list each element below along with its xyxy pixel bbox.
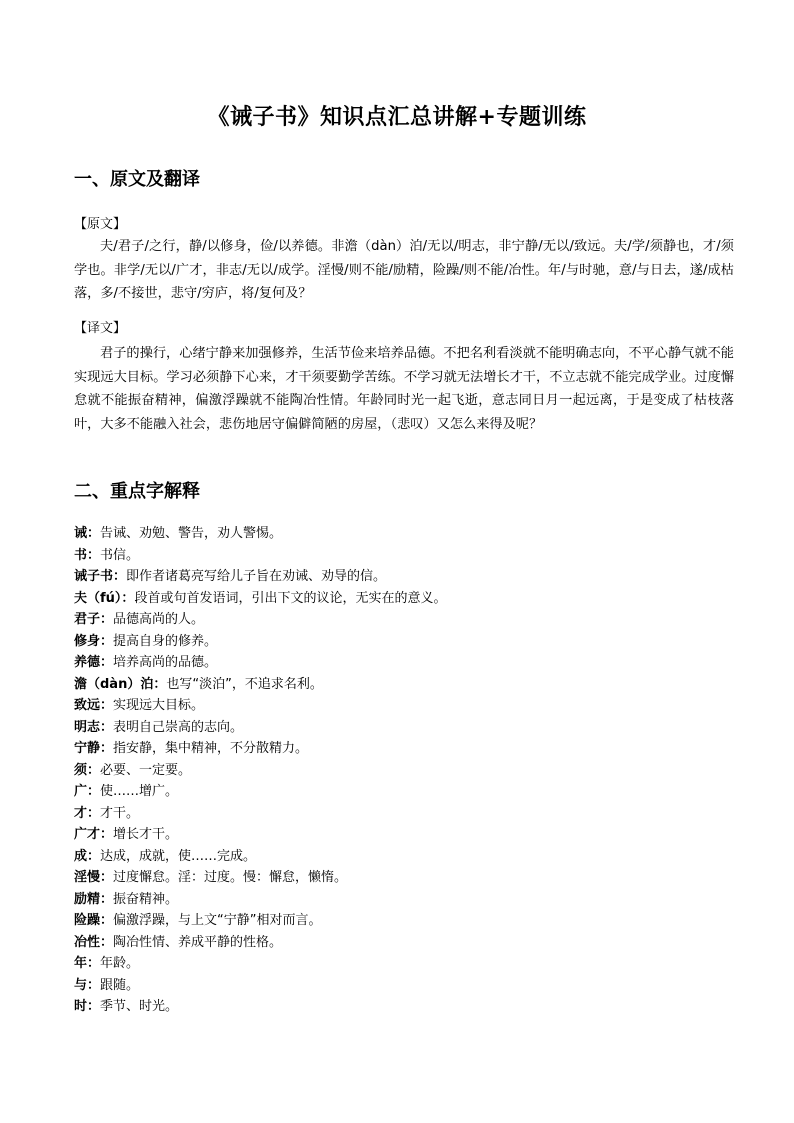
definition-item [74,652,734,674]
definition-term: 明志 [74,719,101,735]
definition-term: 书 [74,547,88,563]
definition-colon: ： [100,827,114,842]
definition-text: 指安静，集中精神，不分散精力。 [113,741,309,756]
definition-text: 培养高尚的品德。 [113,655,218,670]
definition-term: 冶性 [74,934,101,950]
definition-text: 告诫、劝勉、警告，劝人警惕。 [100,526,283,541]
definition-text: 偏激浮躁，与上文“宁静”相对而言。 [113,913,322,928]
section-heading-original-and-translation: 一、原文及翻译 [74,169,200,190]
definition-item [74,609,734,631]
definition-text: 实现远大目标。 [113,698,205,713]
definition-colon: ： [100,633,114,649]
definition-colon: ： [87,956,101,971]
definition-text: 表明自己崇高的志向。 [113,719,244,735]
definition-item [74,523,734,545]
definition-colon: ： [100,698,114,713]
definition-term: 宁静 [74,741,101,756]
definition-item [74,803,734,825]
definition-term: 才 [74,805,88,821]
definition-colon: ： [121,590,135,606]
definition-term: 致远 [74,698,101,713]
definition-item [74,889,734,911]
definition-colon: ： [87,999,101,1014]
definition-item [74,545,734,567]
definition-term: 诫 [74,526,88,541]
definition-item [74,631,734,653]
definition-item [74,932,734,954]
definition-text: 季节、时光。 [100,999,179,1014]
definition-term: 励精 [74,891,101,907]
translation-paragraph: 君子的操行，心绪宁静来加强修养，生活节俭来培养品德。不把名利看淡就不能明确志向，不平心静气就不能实现远大目标。学习必须静下心来，才干须要勤学苦练。不学习就无法增长才干，不立志就不能完成学业。过度懈怠就不能振奋精神，偏激浮躁就不能陶冶性情。年龄同时光一起飞逝，意志同日月一起远离，于是变成了枯枝落叶，大多不能融入社会，悲伤地居守偏僻简陋的房屋，（悲叹）又怎么来得及呢？ [74,346,734,432]
definition-term: 养德 [74,655,101,670]
definition-text: 达成，成就，使……完成。 [100,848,257,864]
definition-colon: ： [100,741,114,756]
definition-text: 书信。 [100,547,140,563]
definition-item [74,867,734,889]
definition-item [74,846,734,868]
definition-text: 使……增广。 [100,784,179,799]
definition-item [74,824,734,846]
definition-colon: ： [113,569,127,584]
definition-text: 振奋精神。 [113,891,179,907]
definition-text: 品德高尚的人。 [113,612,205,627]
definition-colon: ： [87,526,101,541]
definition-term: 夫（fú） [74,590,122,606]
definition-term: 广 [74,784,88,799]
definition-text: 过度懈怠。淫：过度。慢：懈怠，懒惰。 [113,870,348,885]
definition-term: 君子 [74,612,101,627]
original-text-paragraph: 夫/君子/之行，静/以修身，俭/以养德。非澹（dàn）泊/无以/明志，非宁静/无以/致远。夫/学/须静也，才/须学也。非学/无以/广才，非志/无以/成学。淫慢/则不能/励精，险躁/则不能/冶性。年/与时驰，意/与日去，遂/成枯落，多/不接世，悲守/穷庐，将/复何及？ [74,239,734,301]
definition-item [74,588,734,610]
definition-colon: ： [87,547,101,563]
definition-term: 淫慢 [74,870,101,885]
definition-text: 陶冶性情、养成平静的性格。 [113,934,283,950]
definition-text: 才干。 [100,805,140,821]
definition-item [74,566,734,588]
definition-term: 诫子书 [74,569,114,584]
definition-colon: ： [100,612,114,627]
definition-term: 年 [74,956,88,971]
document-title: 《诫子书》知识点汇总讲解+专题训练 [207,104,587,130]
definition-text: 即作者诸葛亮写给儿子旨在劝诫、劝导的信。 [126,569,387,584]
definition-text: 也写“淡泊”，不追求名利。 [166,676,323,692]
definition-item [74,738,734,760]
definition-text: 段首或句首发语词，引出下文的议论，无实在的意义。 [134,590,447,606]
definition-colon: ： [100,870,114,885]
definition-colon: ： [87,977,101,993]
definition-text: 必要、一定要。 [100,762,192,778]
definition-colon: ： [100,891,114,907]
definition-term: 时 [74,999,88,1014]
definition-term: 广才 [74,827,101,842]
definition-item [74,760,734,782]
original-text-label: 【原文】 [74,217,127,232]
definition-list [74,523,734,1018]
definition-colon: ： [100,913,114,928]
definition-text: 增长才干。 [113,827,179,842]
definition-term: 与 [74,977,88,993]
definition-item [74,953,734,975]
definition-term: 须 [74,762,88,778]
definition-term: 修身 [74,633,101,649]
definition-text: 跟随。 [100,977,140,993]
definition-colon: ： [100,934,114,950]
definition-term: 成 [74,848,88,864]
definition-colon: ： [153,676,167,692]
definition-item [74,996,734,1018]
definition-colon: ： [100,719,114,735]
definition-item [74,781,734,803]
definition-item [74,717,734,739]
definition-colon: ： [87,762,101,778]
definition-term: 澹（dàn）泊 [74,676,154,692]
definition-colon: ： [87,848,101,864]
translation-label: 【译文】 [74,321,127,336]
definition-colon: ： [87,784,101,799]
definition-term: 险躁 [74,913,101,928]
definition-text: 提高自身的修养。 [113,633,218,649]
section-heading-key-words: 二、重点字解释 [74,481,200,502]
definition-text: 年龄。 [100,956,140,971]
definition-item [74,910,734,932]
definition-item [74,695,734,717]
definition-item [74,674,734,696]
definition-colon: ： [87,805,101,821]
definition-colon: ： [100,655,114,670]
definition-item [74,975,734,997]
